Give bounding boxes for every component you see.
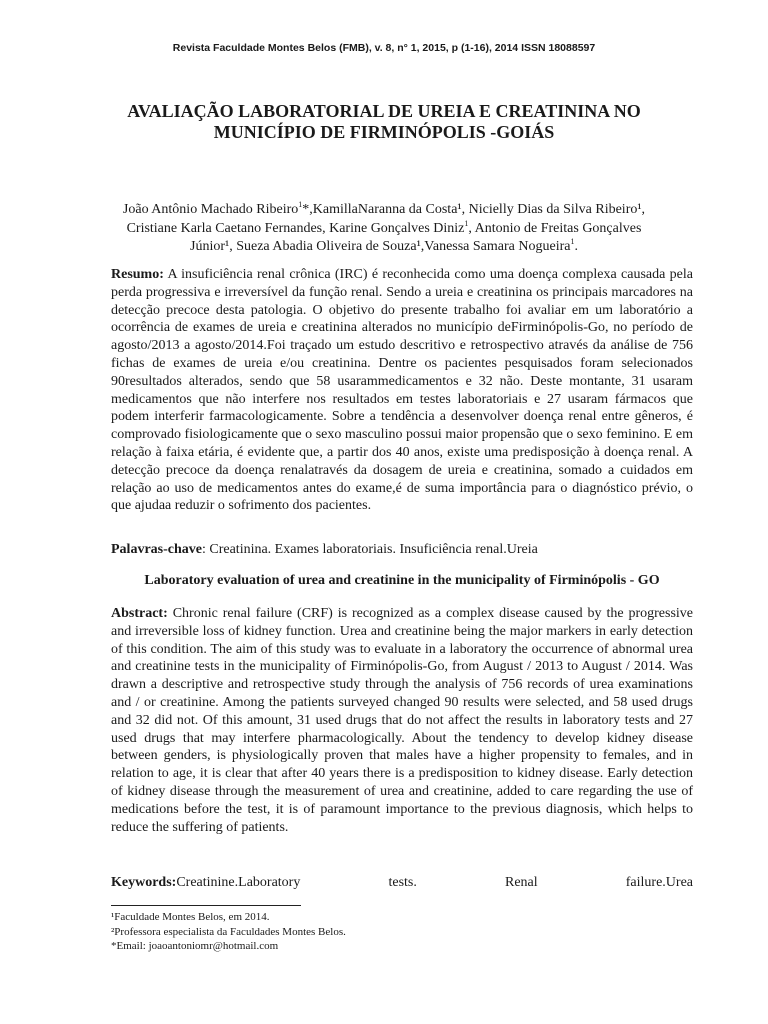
keywords-line: Keywords:Creatinine.Laboratory tests. Renal failure.Urea [111,875,693,890]
footnotes [111,910,611,954]
english-title: Laboratory evaluation of urea and creatinine in the municipality of Firminópolis - GO [144,573,660,588]
title-line-1: AVALIAÇÃO LABORATORIAL DE UREIA E CREATININA NO [127,101,641,121]
author-list [100,201,668,257]
title-line-2: MUNICÍPIO DE FIRMINÓPOLIS -GOIÁS [213,122,555,142]
palavras-chave-label: Palavras-chave [111,542,202,557]
resumo-text: A insuficiência renal crônica (IRC) é reconhecida como uma doença complexa causada pela perda progressiva e irreversível da função renal. Sendo a ureia e creatinina os principais marcadores na detecção precoce desta patologia. O objetivo do presente trabalho foi avaliar em um laboratório a ocorrência de exames de ureia e creatinina alterados no município deFirminópolis-Go, no período de agosto/2013 a agosto/2014.Foi traçado um estudo descritivo e retrospectivo através da análise de 756 fichas de exames de ureia e/ou creatinina. Dentre os pacientes pesquisados foram selecionados 90resultados alterados, sendo que 58 usarammedicamentos e 32 não. Deste montante, 31 usaram medicamentos que não interfere nos resultados em testes laboratoriais e 27 usaram fármacos que podem interferir farmacologicamente. Sobre a tendência a desenvolver doença renal entre gêneros, é comprovado fisiologicamente que o sexo masculino possui maior propensão que o sexo feminino. E em relação à faixa etária, é evidente que, a partir dos 40 anos, existe uma predisposição à doença renal. A detecção precoce da doença renalatravés da dosagem de ureia e creatinina, somado a cuidados em relação ao uso de medicamentos antes do exame,é de suma importância para o diagnóstico prévio, o que ajudaa reduzir o sofrimento dos pacientes. [111,267,693,514]
abstract-label: Abstract: [111,606,168,621]
footnote-1: ¹Faculdade Montes Belos, em 2014. [111,911,270,923]
journal-header: Revista Faculdade Montes Belos (FMB), v. 8, n° 1, 2015, p (1-16), 2014 ISSN 18088597 [172,42,596,54]
author-line-2: Cristiane Karla Caetano Fernandes, Karine Gonçalves Diniz$^1$, Antonio de Freitas Gonçalves [126,218,642,236]
author-line-1: João Antônio Machado Ribeiro$^1$*,KamillaNaranna da Costa¹, Nicielly Dias da Silva Ribeiro¹, [122,200,646,217]
abstract-text: Chronic renal failure (CRF) is recognized as a complex disease caused by the progressive and irreversible loss of kidney function. Urea and creatinine being the major markers in early detection of this condition. The aim of this study was to evaluate in a laboratory the occurrence of abnormal urea and creatinine tests in the municipality of Firminópolis-Go, from August / 2013 to August / 2014. Was drawn a descriptive and retrospective study through the analysis of 756 records of urea examinations and / or creatinine. Among the patients surveyed changed 90 results were selected, and 58 used drugs and 32 did not. Of this amount, 31 used drugs that do not affect the results in laboratory tests and 27 used drugs that may interfere pharmacologically. About the tendency to develop kidney disease between genders, is physiologically proven that males have a higher propensity to females, and in relation to age, it is clear that after 40 years there is a predisposition to kidney disease. Early detection of kidney disease through the measurement of urea and creatinine, added to care regarding the use of medications before the test, it is of paramount importance to the previous diagnosis, which helps to reduce the suffering of patients. [111,606,694,835]
footnote-2: ²Professora especialista da Faculdades Montes Belos. [111,925,346,938]
paper-title [80,101,688,143]
footnote-email: *Email: joaoantoniomr@hotmail.com [111,940,279,952]
abstract-paragraph [111,605,693,836]
author-line-3: Júnior¹, Sueza Abadia Oliveira de Souza¹,Vanessa Samara Nogueira$^1$. [190,237,578,254]
resumo-label: Resumo: [111,267,164,282]
keywords-label: Keywords: [111,875,177,890]
footnote-divider [111,905,301,906]
resumo-paragraph [111,266,693,515]
palavras-chave-text: : Creatinina. Exames laboratoriais. Insuficiência renal.Ureia [201,542,538,557]
palavras-chave [111,541,693,559]
